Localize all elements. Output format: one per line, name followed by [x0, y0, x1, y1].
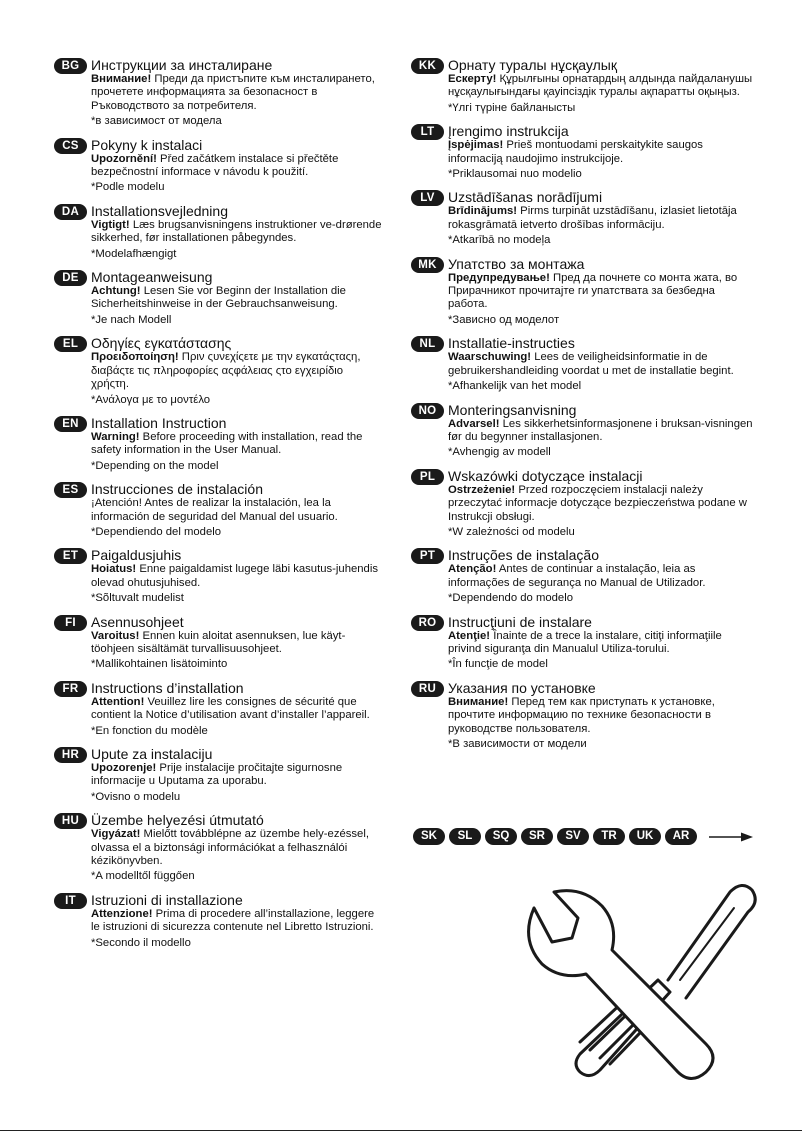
language-badge: NO: [411, 403, 444, 419]
instruction-title: Paigaldusjuhis: [91, 547, 182, 564]
instruction-title: Installationsvejledning: [91, 202, 228, 219]
warning-label: Предупредување!: [448, 271, 550, 284]
instruction-text: [91, 762, 384, 789]
language-entry-es: [54, 482, 384, 539]
more-language-badge: SV: [557, 828, 589, 845]
model-note: *Зависно од моделот: [448, 313, 560, 326]
page-bottom-rule: [0, 1130, 802, 1131]
instruction-text: [91, 908, 384, 935]
instruction-title: Instructions d’installation: [91, 679, 244, 696]
model-note: *Depending on the model: [91, 459, 219, 472]
warning-label: Atenção!: [448, 563, 497, 576]
warning-label: Vigtigt!: [91, 218, 130, 231]
model-note: *În funcţie de model: [448, 658, 548, 671]
model-note: *Modelafhængigt: [91, 247, 177, 260]
warning-text: Құрылғыны орнатардың алдында пайдаланушы нұсқаулығындағы қауіпсіздік туралы ақпаратты оқыңыз.: [448, 73, 753, 99]
wrench-screwdriver-icon: [520, 880, 760, 1090]
model-note: *Afhankelijk van het model: [448, 380, 582, 393]
model-note: *En fonction du modèle: [91, 724, 208, 737]
warning-label: Atenţie!: [448, 629, 491, 642]
model-note: *Secondo il modello: [91, 936, 191, 949]
warning-text: ¡Atención! Antes de realizar la instalación, lea la información de seguridad del Manual del usuario.: [91, 497, 338, 523]
instruction-text: [91, 73, 384, 113]
language-entry-ro: [411, 615, 756, 672]
instruction-title: Instrucţiuni de instalare: [448, 613, 592, 630]
instruction-title: Montageanweisung: [91, 269, 213, 286]
warning-text: Enne paigaldamist lugege läbi kasutus-juhendis olevad ohutusjuhised.: [91, 563, 378, 589]
warning-text: Lees de veiligheidsinformatie in de gebruikershandleiding voordat u met de installatie begint.: [448, 351, 734, 377]
language-entry-en: [54, 416, 384, 473]
warning-label: Ostrzeżenie!: [448, 483, 516, 496]
more-language-badge: TR: [593, 828, 625, 845]
warning-text: Les sikkerhetsinformasjonene i bruksan-visningen før du begynner installasjonen.: [448, 417, 753, 443]
instruction-title: Asennusohjeet: [91, 613, 184, 630]
instruction-text: [448, 696, 756, 736]
model-note: *Avhengig av modell: [448, 446, 551, 459]
more-language-badge: UK: [629, 828, 661, 845]
more-language-badge: SR: [521, 828, 553, 845]
language-badge: DA: [54, 204, 87, 220]
language-badge: LT: [411, 124, 444, 140]
language-badge: HR: [54, 747, 87, 763]
language-entry-cs: [54, 138, 384, 195]
instruction-title: Wskazówki dotyczące instalacji: [448, 467, 643, 484]
language-entry-lt: [411, 124, 756, 181]
warning-text: Prije instalacije pročitajte sigurnosne informacije u Uputama za uporabu.: [91, 762, 343, 788]
language-entry-el: [54, 336, 384, 407]
warning-text: Mielőtt továbblépne az üzembe hely-ezéssel, olvassa el a biztonsági információkat a felhasználói kézikönyvben.: [91, 828, 369, 868]
instruction-title: Üzembe helyezési útmutató: [91, 812, 264, 829]
warning-label: Upozorenje!: [91, 762, 157, 774]
instruction-title: Инструкции за инсталиране: [91, 57, 273, 73]
instruction-text: [448, 139, 756, 166]
warning-label: Ескерту!: [448, 73, 497, 85]
instruction-text: [448, 351, 756, 378]
instruction-text: [91, 696, 384, 723]
instruction-text: [91, 431, 384, 458]
warning-label: Varoitus!: [91, 629, 140, 642]
model-note: *Ανάλογα με το μοντέλο: [91, 393, 211, 406]
warning-label: Waarschuwing!: [448, 351, 532, 364]
language-entry-mk: [411, 257, 756, 328]
warning-label: Προειδοποίηση!: [91, 351, 179, 364]
warning-text: Before proceeding with installation, read the safety information in the User Manual.: [91, 430, 363, 457]
language-badge: FI: [54, 615, 87, 631]
language-entry-kk: [411, 58, 756, 115]
language-entry-fi: [54, 615, 384, 672]
language-entry-de: [54, 270, 384, 327]
instruction-text: [448, 205, 756, 232]
language-badge: RU: [411, 681, 444, 697]
instruction-title: Instruções de instalação: [448, 547, 599, 564]
more-languages-row: [413, 828, 758, 846]
instruction-title: Monteringsanvisning: [448, 401, 577, 418]
language-badge: PT: [411, 548, 444, 564]
model-note: *Dependendo do modelo: [448, 592, 573, 605]
warning-text: Przed rozpoczęciem instalacji należy przeczytać informacje dotyczące bezpieczeństwa podane w Instrukcji obsługi.: [448, 483, 747, 523]
warning-label: Vigyázat!: [91, 828, 141, 841]
warning-label: Achtung!: [91, 285, 141, 298]
language-badge: BG: [54, 58, 87, 74]
warning-text: Před začátkem instalace si přečtěte bezpečnostní informace v návodu k použití.: [91, 152, 339, 179]
warning-text: Prima di procedere all’installazione, leggere le istruzioni di sicurezza contenute nel Libretto Istruzioni.: [91, 907, 375, 934]
instruction-title: Pokyny k instalaci: [91, 136, 203, 153]
language-entry-lv: [411, 190, 756, 247]
warning-label: Įspėjimas!: [448, 139, 504, 152]
language-entry-pl: [411, 469, 756, 540]
instruction-text: [91, 351, 384, 391]
instruction-title: Οδηγίες εγκατάστασης: [91, 335, 232, 352]
instruction-title: Uzstādīšanas norādījumi: [448, 189, 603, 206]
warning-label: Attenzione!: [91, 907, 153, 920]
instruction-text: [448, 630, 756, 657]
more-language-badge: AR: [665, 828, 697, 845]
model-note: *Dependiendo del modelo: [91, 525, 222, 538]
model-note: *в зависимост от модела: [91, 115, 222, 128]
warning-label: Hoiatus!: [91, 563, 137, 576]
language-entry-pt: [411, 548, 756, 605]
warning-text: Prieš montuodami perskaitykite saugos informaciją naudojimo instrukcijoje.: [448, 139, 703, 165]
instruction-title: Įrengimo instrukcija: [448, 123, 569, 140]
language-entry-da: [54, 204, 384, 261]
instruction-title: Орнату туралы нұсқаулық: [448, 57, 617, 73]
language-badge: DE: [54, 270, 87, 286]
warning-text: Antes de continuar a instalação, leia as informações de segurança no Manual de Utilizador.: [448, 563, 706, 589]
language-badge: IT: [54, 893, 87, 909]
warning-text: Pirms turpināt uzstādīšanu, izlasiet lietotāja rokasgrāmatā ietverto drošības informāciju.: [448, 205, 737, 231]
more-language-badge: SK: [413, 828, 445, 845]
instruction-text: [448, 73, 756, 100]
language-entry-et: [54, 548, 384, 605]
warning-label: Upozornění!: [91, 152, 157, 165]
instruction-title: Instrucciones de instalación: [91, 481, 263, 498]
model-note: *Priklausomai nuo modelio: [448, 168, 582, 181]
instruction-title: Istruzioni di installazione: [91, 891, 243, 908]
warning-text: Ennen kuin aloitat asennuksen, lue käyt-töohjeen sisältämät turvallisuusohjeet.: [91, 629, 346, 655]
model-note: *В зависимости от модели: [448, 738, 587, 750]
instruction-text: [91, 219, 384, 246]
model-note: *Je nach Modell: [91, 313, 172, 326]
instruction-text: [91, 497, 384, 524]
warning-text: Πριν ςυνεχίςετε με την εγκατάςταςη, διαβάςτε τις πληροφορίες αςφάλειας ςτο εγχειρίδιο χρήςτη.: [91, 351, 361, 391]
model-note: *Podle modelu: [91, 181, 165, 194]
language-badge: FR: [54, 681, 87, 697]
instruction-text: [91, 828, 384, 868]
language-badge: ET: [54, 548, 87, 564]
instruction-text: [448, 484, 756, 524]
warning-text: Пред да почнете со монта жата, во Прирачникот прочитајте ги упатствата за безбедна работа.: [448, 271, 738, 311]
language-badge: ES: [54, 482, 87, 498]
language-badge: PL: [411, 469, 444, 485]
language-badge: HU: [54, 813, 87, 829]
warning-text: Înainte de a trece la instalare, citiţi informaţiile privind siguranţa din Manualul Utiliza-torului.: [448, 629, 722, 655]
warning-label: Attention!: [91, 695, 145, 708]
warning-text: Перед тем как приступать к установке, прочтите информацию по технике безопасности в руководстве пользователя.: [448, 695, 715, 735]
instruction-text: [448, 418, 756, 445]
left-column: [54, 56, 384, 950]
language-entry-no: [411, 403, 756, 460]
instruction-text: [448, 563, 756, 590]
instruction-text: [91, 630, 384, 657]
language-badge: RO: [411, 615, 444, 631]
model-note: *Mallikohtainen lisätoiminto: [91, 658, 228, 671]
warning-label: Warning!: [91, 430, 140, 443]
instruction-title: Installation Instruction: [91, 414, 227, 431]
right-column: [411, 56, 756, 751]
warning-text: Veuillez lire les consignes de sécurité que contient la Notice d’utilisation avant d’installer l’appareil.: [91, 695, 370, 722]
warning-text: Lesen Sie vor Beginn der Installation die Sicherheitshinweise in der Gebrauchsanweisung.: [91, 285, 346, 311]
instruction-title: Upute za instalaciju: [91, 746, 213, 762]
language-entry-it: [54, 893, 384, 950]
instruction-title: Installatie-instructies: [448, 335, 575, 352]
model-note: *W zależności od modelu: [448, 525, 575, 538]
warning-label: Advarsel!: [448, 417, 500, 430]
more-language-badge: SL: [449, 828, 481, 845]
warning-text: Læs brugsanvisningens instruktioner ve-drørende sikkerhed, før installationen påbegyndes.: [91, 218, 382, 245]
warning-label: Внимание!: [448, 695, 509, 708]
language-entry-fr: [54, 681, 384, 738]
instruction-title: Указания по установке: [448, 679, 596, 696]
more-language-badge: SQ: [485, 828, 517, 845]
language-entry-hu: [54, 813, 384, 884]
model-note: *Sõltuvalt mudelist: [91, 592, 184, 605]
instruction-text: [91, 285, 384, 312]
model-note: *Ovisno o modelu: [91, 790, 181, 803]
language-entry-hr: [54, 747, 384, 804]
language-badge: MK: [411, 257, 444, 273]
language-entry-nl: [411, 336, 756, 393]
instruction-text: [91, 563, 384, 590]
model-note: *Үлгі түріне байланысты: [448, 101, 576, 114]
warning-label: Внимание!: [91, 73, 152, 85]
instruction-text: [91, 153, 384, 180]
language-badge: EL: [54, 336, 87, 352]
instruction-title: Упатство за монтажа: [448, 255, 585, 272]
language-entry-ru: [411, 681, 756, 752]
language-badge: NL: [411, 336, 444, 352]
language-badge: KK: [411, 58, 444, 74]
language-badge: LV: [411, 190, 444, 206]
language-badge: CS: [54, 138, 87, 154]
model-note: *Atkarībā no modeļa: [448, 234, 551, 247]
warning-text: Преди да пристъпите към инсталирането, прочетете информацията за безопасност в Ръководството за потребителя.: [91, 73, 375, 112]
language-entry-bg: [54, 58, 384, 129]
arrow-right-icon: [709, 831, 753, 843]
warning-label: Brīdinājums!: [448, 205, 518, 218]
model-note: *A modelltől függően: [91, 870, 195, 883]
language-badge: EN: [54, 416, 87, 432]
instruction-text: [448, 272, 756, 312]
